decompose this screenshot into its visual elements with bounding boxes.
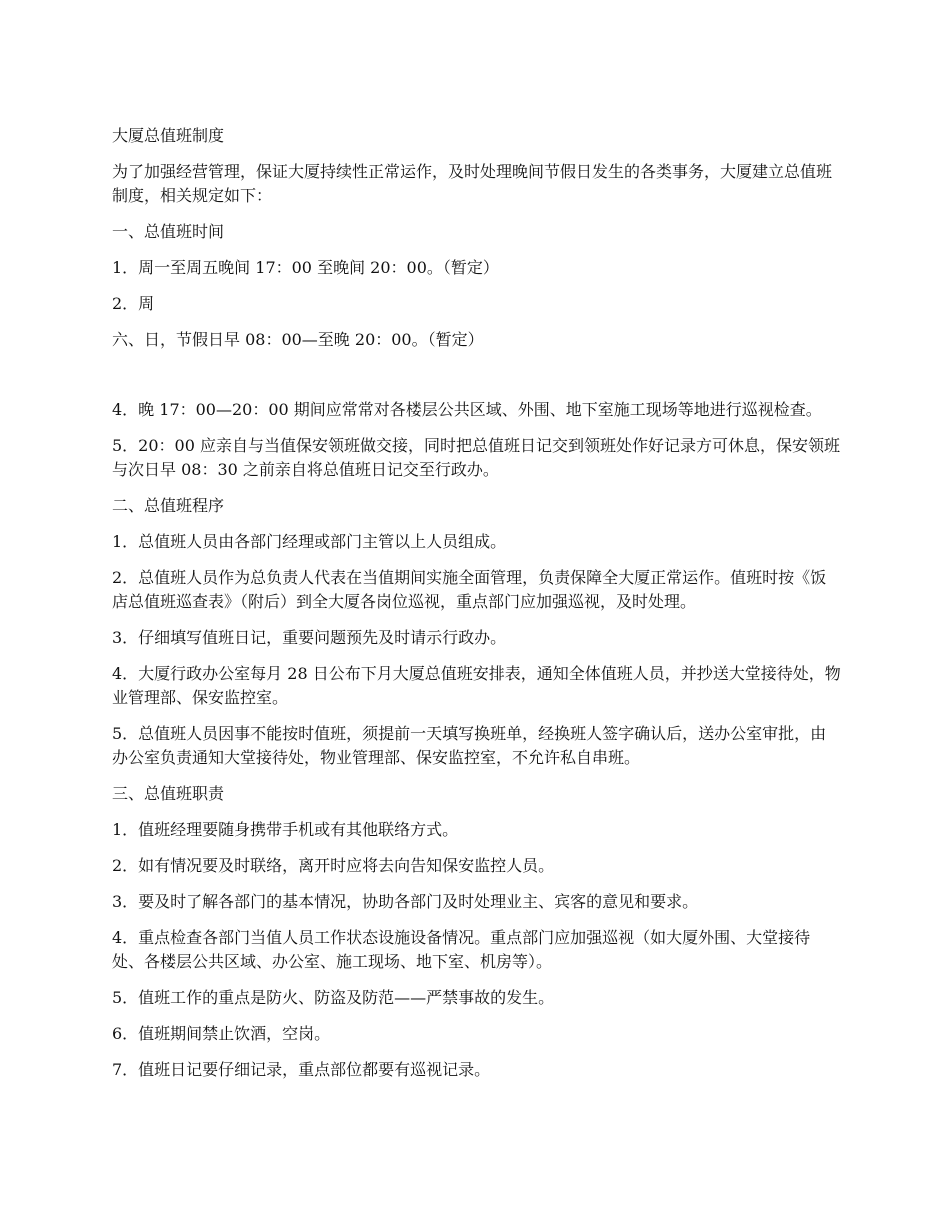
list-item: 4．大厦行政办公室每月 28 日公布下月大厦总值班安排表，通知全体值班人员，并抄送大堂接待处，物业管理部、保安监控室。 xyxy=(112,664,841,707)
section-heading-duties: 三、总值班职责 xyxy=(112,784,225,803)
list-item: 5．20：00 应亲自与当值保安领班做交接，同时把总值班日记交到领班处作好记录方可休息，保安领班与次日早 08：30 之前亲自将总值班日记交至行政办。 xyxy=(112,436,840,479)
section-heading-time: 一、总值班时间 xyxy=(112,222,225,241)
list-item: 3．仔细填写值班日记，重要问题预先及时请示行政办。 xyxy=(112,628,507,647)
list-item: 2．周 xyxy=(112,294,155,313)
list-item: 六、日，节假日早 08：00—至晚 20：00。（暂定） xyxy=(112,330,484,349)
section-heading-procedure: 二、总值班程序 xyxy=(112,496,225,515)
list-item: 5．值班工作的重点是防火、防盗及防范——严禁事故的发生。 xyxy=(112,988,555,1007)
list-item: 4．重点检查各部门当值人员工作状态设施设备情况。重点部门应加强巡视（如大厦外围、大堂接待处、各楼层公共区域、办公室、施工现场、地下室、机房等）。 xyxy=(112,928,811,971)
list-item: 1．值班经理要随身携带手机或有其他联络方式。 xyxy=(112,820,459,839)
document-title: 大厦总值班制度 xyxy=(112,126,225,145)
intro-paragraph: 为了加强经营管理，保证大厦持续性正常运作，及时处理晚间节假日发生的各类事务，大厦建立总值班制度，相关规定如下： xyxy=(112,162,833,205)
list-item: 2．如有情况要及时联络，离开时应将去向告知保安监控人员。 xyxy=(112,856,555,875)
list-item: 2．总值班人员作为总负责人代表在当值期间实施全面管理，负责保障全大厦正常运作。值班时按《饭店总值班巡查表》（附后）到全大厦各岗位巡视，重点部门应加强巡视，及时处理。 xyxy=(112,568,827,611)
list-item: 1．周一至周五晚间 17：00 至晚间 20：00。（暂定） xyxy=(112,258,499,277)
list-item: 7．值班日记要仔细记录，重点部位都要有巡视记录。 xyxy=(112,1060,491,1079)
list-item: 6．值班期间禁止饮酒，空岗。 xyxy=(112,1024,331,1043)
list-item: 4．晚 17：00—20：00 期间应常常对各楼层公共区域、外围、地下室施工现场等地进行巡视检查。 xyxy=(112,400,822,419)
list-item: 3．要及时了解各部门的基本情况，协助各部门及时处理业主、宾客的意见和要求。 xyxy=(112,892,699,911)
blank-gap xyxy=(112,364,842,398)
list-item: 5．总值班人员因事不能按时值班，须提前一天填写换班单，经换班人签字确认后，送办公室审批，由办公室负责通知大堂接待处，物业管理部、保安监控室，不允许私自串班。 xyxy=(112,724,827,767)
list-item: 1．总值班人员由各部门经理或部门主管以上人员组成。 xyxy=(112,532,507,551)
document-page xyxy=(112,124,842,1094)
